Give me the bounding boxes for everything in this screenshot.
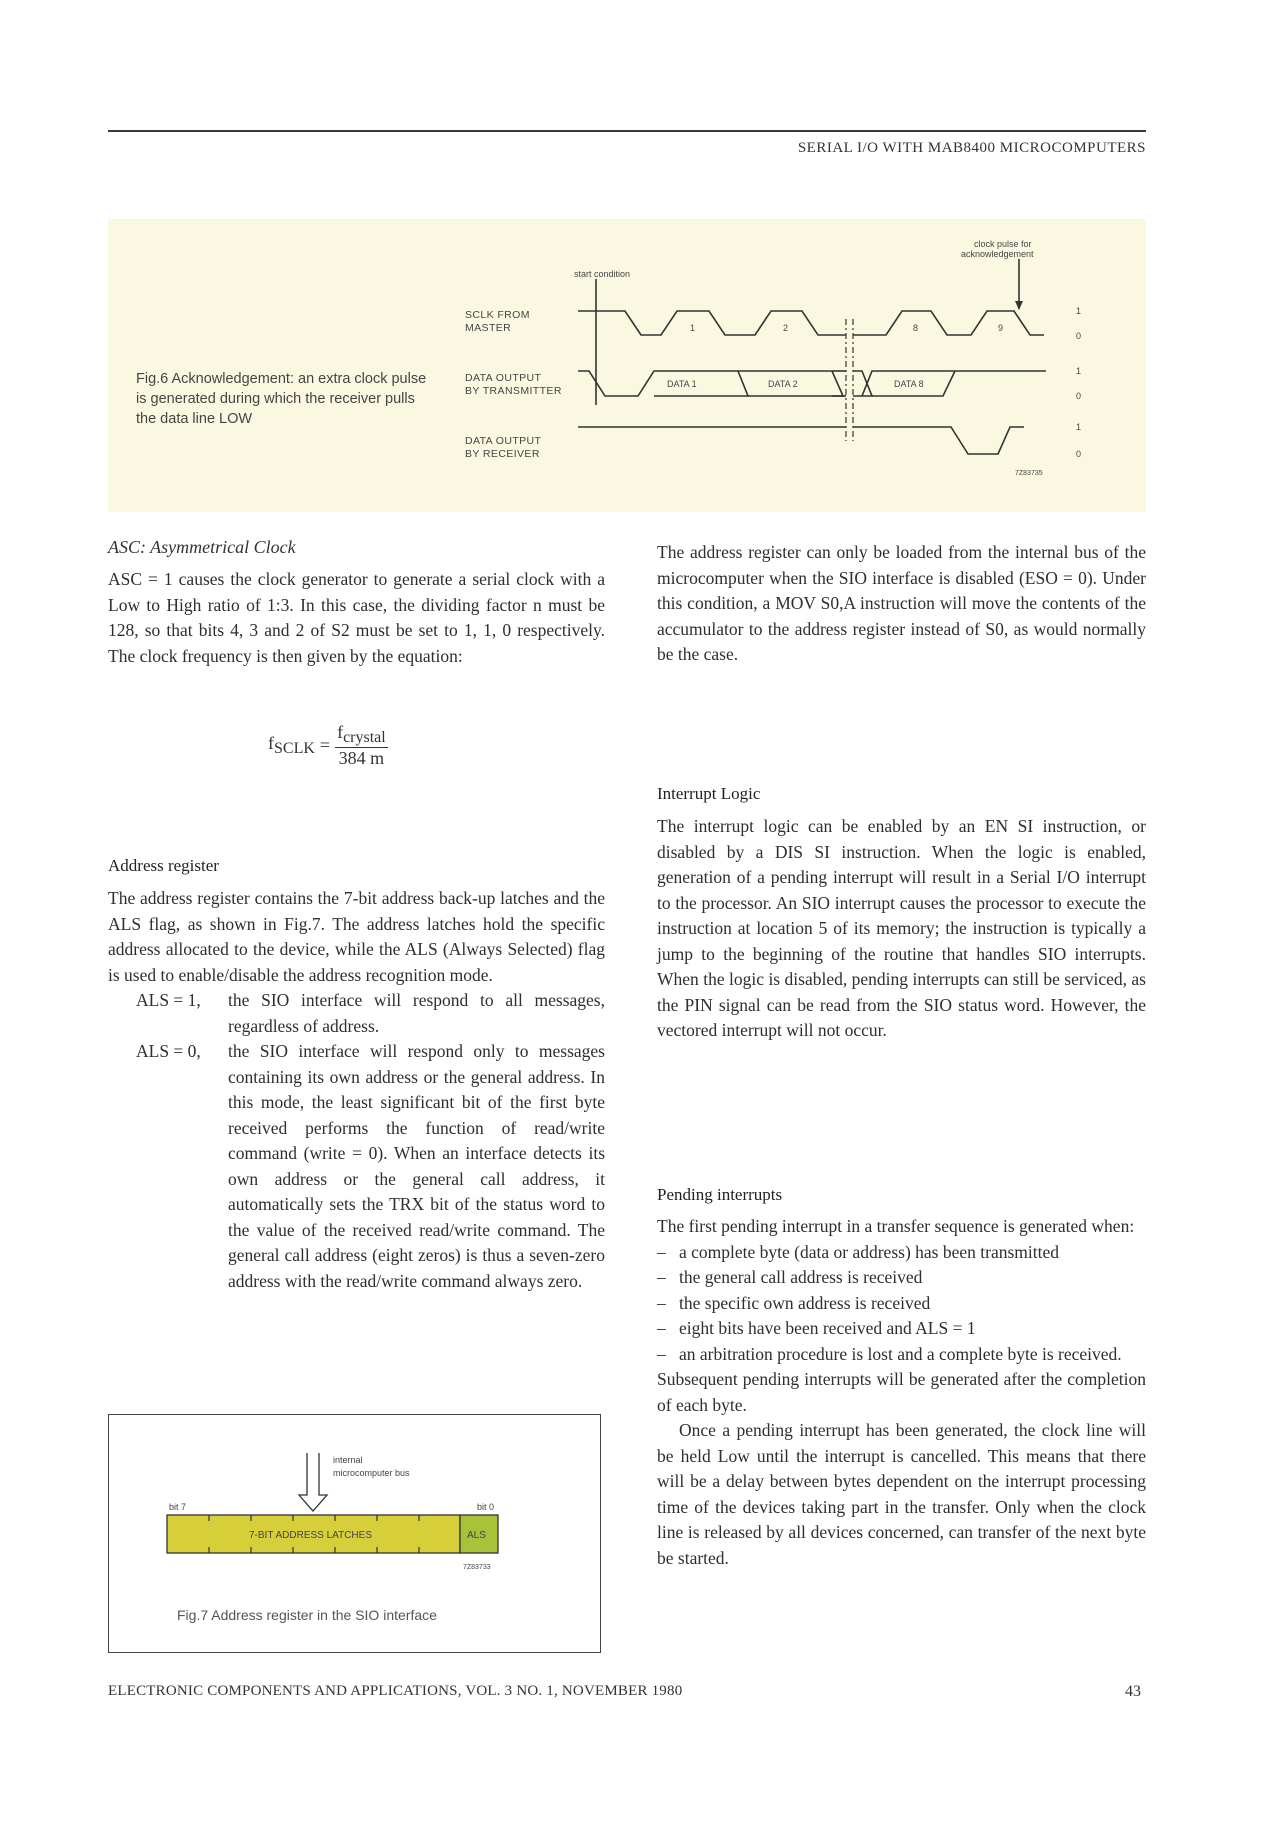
data-1-label: DATA 1 — [667, 379, 697, 389]
ack-label-line2: acknowledgement — [961, 249, 1034, 259]
definition-text: the SIO interface will respond to all messages, regardless of address. — [228, 990, 605, 1036]
ack-arrow-icon — [1015, 301, 1023, 310]
pending-conditions-list — [657, 1240, 1146, 1368]
interrupt-logic-paragraph: The interrupt logic can be enabled by an EN SI instruction, or disabled by a DIS SI instruction. When the logic is enabled, generation of a pending interrupt will result in a Serial I/O interrupt to the processor. An SIO interrupt causes the processor to execute the instruction at location 5 of its memory; the instruction is typically a jump to the beginning of the routine that handles SIO interrupts. When the logic is disabled, pending interrupts can still be serviced, as the PIN signal can be read from the SIO status word. However, the vectored interrupt will not occur. — [657, 816, 1146, 1040]
address-register-heading: Address register — [108, 856, 219, 875]
running-title: SERIAL I/O WITH MAB8400 MICROCOMPUTERS — [797, 140, 1146, 156]
figure-6 — [108, 219, 1146, 512]
figure-7-caption: Fig.7 Address register in the SIO interface — [177, 1607, 437, 1623]
level-low: 0 — [1076, 391, 1082, 401]
pending-interrupts-block — [657, 1214, 1146, 1571]
signal-label-line: MASTER — [465, 322, 512, 334]
subsequent-paragraph: Subsequent pending interrupts will be generated after the completion of each byte. — [657, 1369, 1146, 1415]
clock-pulse-1: 1 — [690, 323, 696, 333]
clock-pulse-9: 9 — [998, 323, 1004, 333]
bit7-label: bit 7 — [169, 1502, 187, 1512]
level-high: 1 — [1076, 366, 1082, 376]
bus-arrow-icon — [299, 1453, 327, 1511]
bit0-label: bit 0 — [477, 1502, 495, 1512]
page-number: 43 — [1125, 1683, 1141, 1700]
figure-7 — [108, 1414, 601, 1653]
list-item: – the specific own address is received — [657, 1292, 931, 1313]
signal-label-line: BY RECEIVER — [465, 448, 540, 460]
formula-fraction: fcrystal 384 m — [337, 722, 386, 768]
latches-label: 7-BIT ADDRESS LATCHES — [249, 1530, 372, 1541]
level-high: 1 — [1076, 306, 1082, 316]
start-condition-label: start condition — [574, 269, 631, 279]
list-item: – eight bits have been received and ALS = 1 — [657, 1318, 976, 1338]
list-item: – an arbitration procedure is lost and a complete byte is received. — [657, 1343, 1122, 1364]
once-paragraph: Once a pending interrupt has been generated, the clock line will be held Low until the interrupt is cancelled. This means that there will be a delay between bytes dependent on the interrupt processing time of the devices taking part in the transfer. Only when the clock line is released by all devices concerned, can transfer of the next byte be started. — [657, 1420, 1146, 1568]
address-register-paragraph: The address register contains the 7-bit address back-up latches and the ALS flag, as shown in Fig.7. The address latches hold the specific address allocated to the device, while the ALS (Always Selected) flag is used to enable/disable the address recognition mode. — [108, 888, 605, 985]
interrupt-logic-block — [657, 814, 1146, 1044]
address-load-paragraph: The address register can only be loaded from the internal bus of the microcomputer when the SIO interface is disabled (ESO = 0). Under this condition, a MOV S0,A instruction will move the contents of the accumulator to the address register instead of S0, as would normally be the case. — [657, 542, 1146, 664]
list-item: – the general call address is received — [657, 1267, 923, 1287]
pending-interrupts-heading: Pending interrupts — [657, 1185, 783, 1204]
signal-label-line: SCLK FROM — [465, 309, 530, 321]
asc-paragraph: ASC = 1 causes the clock generator to generate a serial clock with a Low to High ratio of 1:3. In this case, the dividing factor n must be 128, so that bits 4, 3 and 2 of S2 must be set to 1, 1, 0 respectively. The clock frequency is then given by the equation: — [108, 569, 605, 666]
ack-label-line1: clock pulse for — [974, 239, 1032, 249]
data-8-label: DATA 8 — [894, 379, 924, 389]
figure-code: 7Z83735 — [1015, 470, 1043, 477]
address-load-block — [657, 540, 1146, 668]
data-2-label: DATA 2 — [768, 379, 798, 389]
als-label: ALS — [467, 1530, 486, 1541]
interrupt-logic-heading: Interrupt Logic — [657, 784, 761, 803]
address-register-block — [108, 886, 605, 1294]
publication-footer: ELECTRONIC COMPONENTS AND APPLICATIONS, VOL. 3 NO. 1, NOVEMBER 1980 — [108, 1683, 683, 1699]
bus-label-line1: internal — [333, 1455, 363, 1465]
signal-label-line: BY TRANSMITTER — [465, 385, 562, 397]
bus-label-line2: microcomputer bus — [333, 1468, 410, 1478]
level-high: 1 — [1076, 422, 1082, 432]
signal-label-line: DATA OUTPUT — [465, 435, 542, 447]
level-low: 0 — [1076, 449, 1082, 459]
level-low: 0 — [1076, 331, 1082, 341]
pending-intro: The first pending interrupt in a transfer sequence is generated when: — [657, 1216, 1135, 1236]
als-1-definition — [108, 988, 605, 1039]
clock-pulse-8: 8 — [913, 323, 919, 333]
timing-diagram — [108, 219, 1146, 512]
signal-label-line: DATA OUTPUT — [465, 372, 542, 384]
figure-code: 7Z83733 — [463, 1564, 491, 1571]
asc-heading: ASC: Asymmetrical Clock — [108, 537, 296, 557]
formula-equals: = — [319, 735, 331, 755]
sclk-formula — [268, 722, 388, 769]
definition-term: ALS = 1, — [136, 990, 201, 1010]
header-rule — [108, 130, 1146, 132]
list-item: – a complete byte (data or address) has been transmitted — [657, 1241, 1059, 1262]
clock-pulse-2: 2 — [783, 323, 789, 333]
figure-6-caption: Fig.6 Acknowledgement: an extra clock pulse is generated during which the receiver pulls the data line LOW — [136, 371, 427, 427]
asc-paragraph-block — [108, 567, 605, 669]
als-0-definition — [108, 1039, 605, 1294]
formula-lhs: fSCLK — [268, 733, 315, 757]
definition-text: the SIO interface will respond only to messages containing its own address or the general address. In this mode, the least significant bit of the first byte received performs the function of read/write command (write = 0). When an interface detects its own address or the general call address, it automatically sets the TRX bit of the status word to the value of the received read/write command. The general call address (eight zeros) is thus a seven-zero address with the read/write command always zero. — [228, 1041, 605, 1291]
definition-term: ALS = 0, — [136, 1041, 201, 1061]
